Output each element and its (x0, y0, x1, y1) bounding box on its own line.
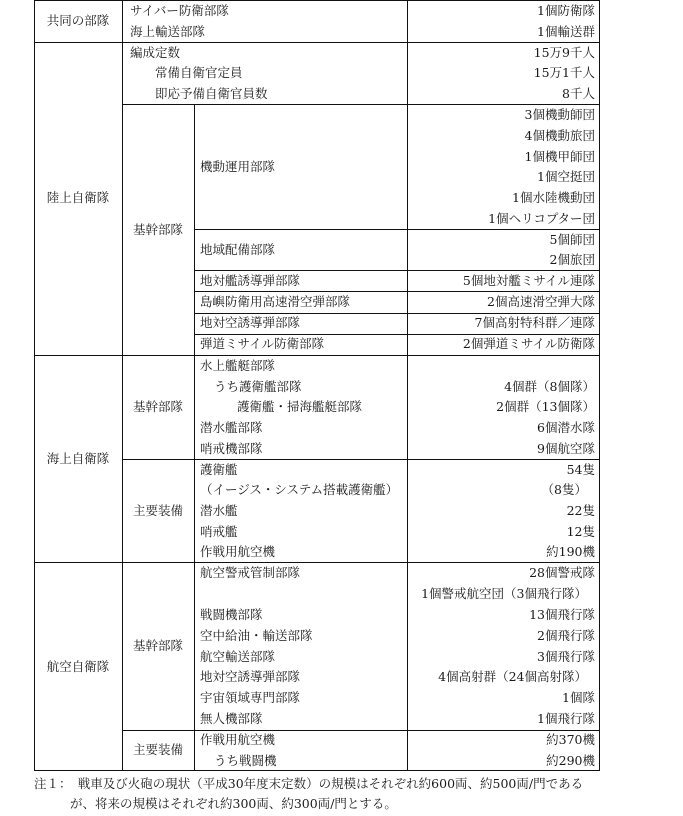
item-value: 13個飛行隊 (529, 607, 595, 622)
unit-label: 地対空誘導弾部隊 (200, 669, 301, 684)
unit-label: 島嶼防衛用高速滑空弾部隊 (200, 294, 351, 309)
item-value: 1個ヘリコプター団 (488, 211, 595, 226)
item-value: 22隻 (566, 503, 595, 518)
item-value: 2個群（13個隊） (496, 399, 595, 414)
unit-label: 戦闘機部隊 (200, 607, 263, 622)
item-value: 4個群（8個隊） (504, 379, 595, 394)
divider (34, 355, 600, 356)
section-label-gsdf: 陸上自衛隊 (46, 190, 110, 205)
category-label: 主要装備 (132, 503, 183, 518)
item-value: 9個航空隊 (537, 441, 595, 456)
unit-label: 宇宙領域専門部隊 (200, 690, 301, 705)
item-label: 海上輸送部隊 (130, 24, 206, 39)
item-label: 常備自衛官定員 (155, 65, 243, 80)
item-value: 6個潜水隊 (537, 420, 595, 435)
unit-label: 空中給油・輸送部隊 (200, 628, 313, 643)
unit-label: 哨戒機部隊 (200, 441, 263, 456)
item-value: 54隻 (566, 462, 595, 477)
item-value: 4個機動旅団 (524, 128, 595, 143)
category-label: 基幹部隊 (132, 399, 183, 414)
divider (34, 562, 600, 563)
divider (407, 0, 408, 771)
section-label-joint: 共同の部隊 (46, 13, 110, 28)
item-value: 約290機 (546, 753, 595, 768)
item-value: 5個地対艦ミサイル連隊 (462, 273, 595, 288)
item-value: 3個機動師団 (524, 107, 595, 122)
item-value: 1個機甲師団 (524, 149, 595, 164)
item-value: 12隻 (566, 524, 595, 539)
item-value: 28個警戒隊 (529, 565, 595, 580)
unit-label: 作戦用航空機 (200, 544, 276, 559)
unit-label: 航空輸送部隊 (200, 649, 276, 664)
item-value: 8千人 (562, 86, 595, 101)
unit-label: 護衛艦・掃海艦艇部隊 (237, 399, 363, 414)
unit-label: 航空警戒管制部隊 (200, 565, 301, 580)
item-value: 2個高速滑空弾大隊 (487, 294, 595, 309)
unit-label: 哨戒艦 (200, 524, 238, 539)
item-value: 1個飛行隊 (537, 711, 595, 726)
unit-label: 護衛艦 (200, 462, 238, 477)
item-label: 即応予備自衛官員数 (155, 86, 268, 101)
item-value: 2個弾道ミサイル防衛隊 (462, 336, 595, 351)
item-value: 1個空挺団 (537, 169, 595, 184)
item-value: 3個飛行隊 (537, 649, 595, 664)
item-value: 1個輸送群 (537, 24, 595, 39)
item-value: 1個警戒航空団（3個飛行隊） (421, 586, 587, 601)
item-label: 編成定数 (130, 45, 181, 60)
unit-label: 潜水艦部隊 (200, 420, 263, 435)
item-value: 1個防衛隊 (537, 3, 595, 18)
unit-label: 地域配備部隊 (200, 242, 276, 257)
item-value: 5個師団 (549, 232, 595, 247)
footnote-line-2: が、将来の規模はそれぞれ約300両、約300両/門とする。 (70, 796, 397, 811)
unit-label: うち戦闘機 (214, 753, 277, 768)
section-label-msdf: 海上自衛隊 (46, 451, 110, 466)
divider (34, 42, 600, 43)
unit-label: （イージス・システム搭載護衛艦） (200, 482, 399, 497)
item-label: サイバー防衛部隊 (130, 3, 229, 18)
unit-label: 無人機部隊 (200, 711, 263, 726)
unit-label: 地対空誘導弾部隊 (200, 315, 301, 330)
item-value: 4個高射群（24個高射隊） (438, 669, 587, 684)
category-label: 基幹部隊 (132, 638, 183, 653)
unit-label: 潜水艦 (200, 503, 238, 518)
unit-label: 水上艦艇部隊 (200, 358, 276, 373)
item-value: 15万9千人 (533, 45, 595, 60)
unit-label: 弾道ミサイル防衛部隊 (200, 336, 325, 351)
category-label: 基幹部隊 (132, 222, 183, 237)
divider (194, 104, 195, 771)
unit-label: 作戦用航空機 (200, 732, 276, 747)
footnote-line-1: 注１： 戦車及び火砲の現状（平成30年度末定数）の規模はそれぞれ約600両、約500両/門である (34, 776, 584, 791)
category-label: 主要装備 (132, 742, 183, 757)
unit-label: 機動運用部隊 (200, 159, 276, 174)
item-value: 約190機 (546, 544, 595, 559)
item-value: （8隻） (541, 482, 587, 497)
item-value: 2個旅団 (549, 252, 595, 267)
item-value: 7個高射特科群／連隊 (474, 315, 595, 330)
item-value: 15万1千人 (533, 65, 595, 80)
item-value: 2個飛行隊 (537, 628, 595, 643)
item-value: 1個水陸機動団 (512, 190, 595, 205)
item-value: 約370機 (546, 732, 595, 747)
item-value: 1個隊 (562, 690, 595, 705)
section-label-asdf: 航空自衛隊 (46, 659, 110, 674)
unit-label: うち護衛艦部隊 (214, 379, 302, 394)
unit-label: 地対艦誘導弾部隊 (200, 273, 301, 288)
